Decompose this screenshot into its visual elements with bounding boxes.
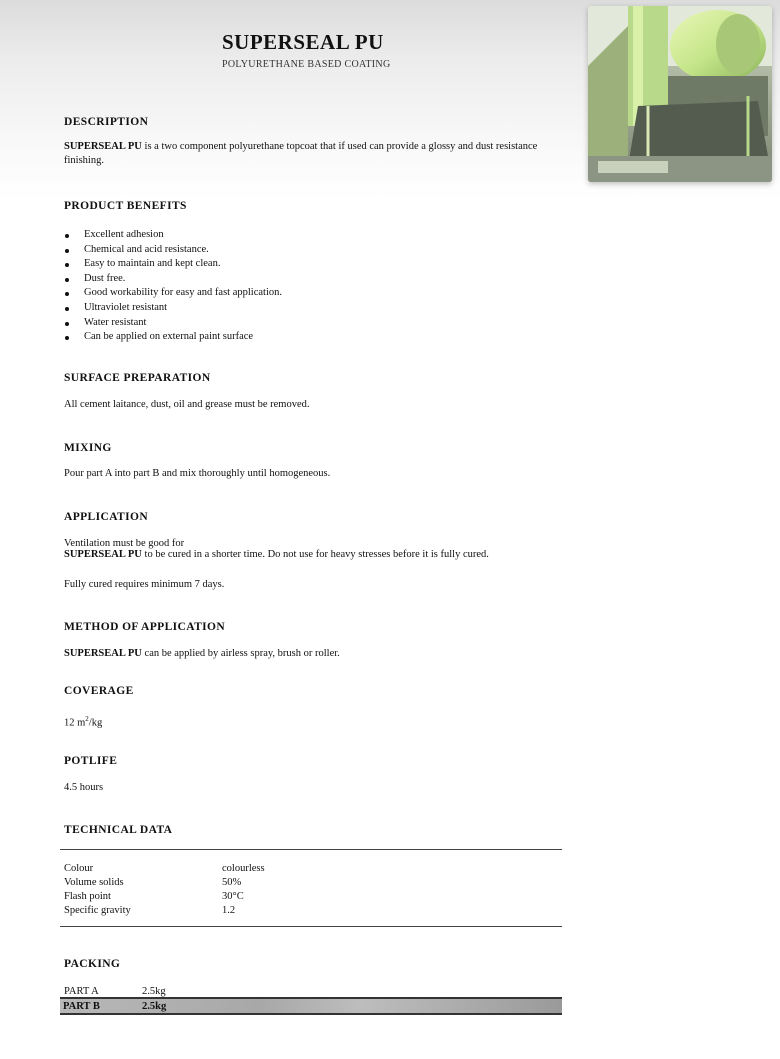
- packing-heading: PACKING: [64, 958, 121, 970]
- packing-key: PART A: [64, 986, 99, 997]
- table-row: [64, 862, 265, 876]
- table-bottom-rule: [60, 926, 562, 927]
- surface-preparation-heading: SURFACE PREPARATION: [64, 372, 211, 384]
- mixing-text: Pour part A into part B and mix thoroughly until homogeneous.: [64, 468, 331, 479]
- list-item: Can be applied on external paint surface: [64, 330, 282, 345]
- list-item: Good workability for easy and fast application.: [64, 286, 282, 301]
- list-item: Easy to maintain and kept clean.: [64, 257, 282, 272]
- coverage-heading: COVERAGE: [64, 685, 134, 697]
- method-body: can be applied by airless spray, brush or roller.: [141, 648, 340, 659]
- application-line2: [64, 548, 574, 562]
- tech-key: Flash point: [64, 891, 111, 902]
- mixing-heading: MIXING: [64, 442, 112, 454]
- table-row: [64, 876, 265, 890]
- tech-value: 30°C: [222, 891, 244, 902]
- list-item: Ultraviolet resistant: [64, 301, 282, 316]
- tech-key: Volume solids: [64, 877, 124, 888]
- coverage-exponent: 2: [85, 715, 89, 723]
- tech-key: Specific gravity: [64, 905, 131, 916]
- table-row: [64, 904, 265, 918]
- method-text: [64, 647, 564, 661]
- benefits-list: [64, 228, 282, 345]
- industrial-machinery-photo: [588, 6, 772, 182]
- description-text: [64, 140, 564, 168]
- description-body: is a two component polyurethane topcoat that if used can provide a glossy and dust resistance finishing.: [64, 141, 538, 166]
- technical-data-heading: TECHNICAL DATA: [64, 824, 173, 836]
- coverage-unit: /kg: [88, 717, 103, 729]
- method-heading: METHOD OF APPLICATION: [64, 621, 226, 633]
- application-line1: Ventilation must be good for: [64, 538, 185, 549]
- packing-value: 2.5kg: [142, 1001, 167, 1012]
- description-heading: DESCRIPTION: [64, 116, 149, 128]
- list-item: Water resistant: [64, 316, 282, 331]
- potlife-value: 4.5 hours: [64, 782, 104, 793]
- tech-key: Colour: [64, 863, 94, 874]
- technical-data-table: [64, 862, 265, 918]
- benefits-heading: PRODUCT BENEFITS: [64, 200, 187, 212]
- product-subtitle: POLYURETHANE BASED COATING: [222, 59, 391, 70]
- table-top-rule: [60, 849, 562, 850]
- description-product-name: SUPERSEAL PU: [64, 141, 142, 152]
- coverage-value: [64, 712, 564, 731]
- packing-key: PART B: [63, 1001, 100, 1012]
- packing-row-part-b: [60, 997, 562, 1015]
- list-item: Dust free.: [64, 272, 282, 287]
- packing-value: 2.5kg: [142, 986, 166, 997]
- potlife-heading: POTLIFE: [64, 755, 118, 767]
- table-row: [64, 890, 265, 904]
- application-heading: APPLICATION: [64, 511, 149, 523]
- tech-value: colourless: [222, 863, 265, 874]
- tech-value: 50%: [222, 877, 242, 888]
- list-item: Excellent adhesion: [64, 228, 282, 243]
- method-product-name: SUPERSEAL PU: [64, 648, 142, 659]
- product-title: SUPERSEAL PU: [222, 30, 384, 54]
- list-item: Chemical and acid resistance.: [64, 243, 282, 258]
- coverage-number: 12 m: [64, 717, 86, 729]
- application-product-name: SUPERSEAL PU: [64, 549, 142, 560]
- tech-value: 1.2: [222, 905, 236, 916]
- surface-preparation-text: All cement laitance, dust, oil and grease must be removed.: [64, 399, 310, 410]
- application-body: to be cured in a shorter time. Do not use for heavy stresses before it is fully cured.: [141, 549, 489, 560]
- application-line3: Fully cured requires minimum 7 days.: [64, 579, 225, 590]
